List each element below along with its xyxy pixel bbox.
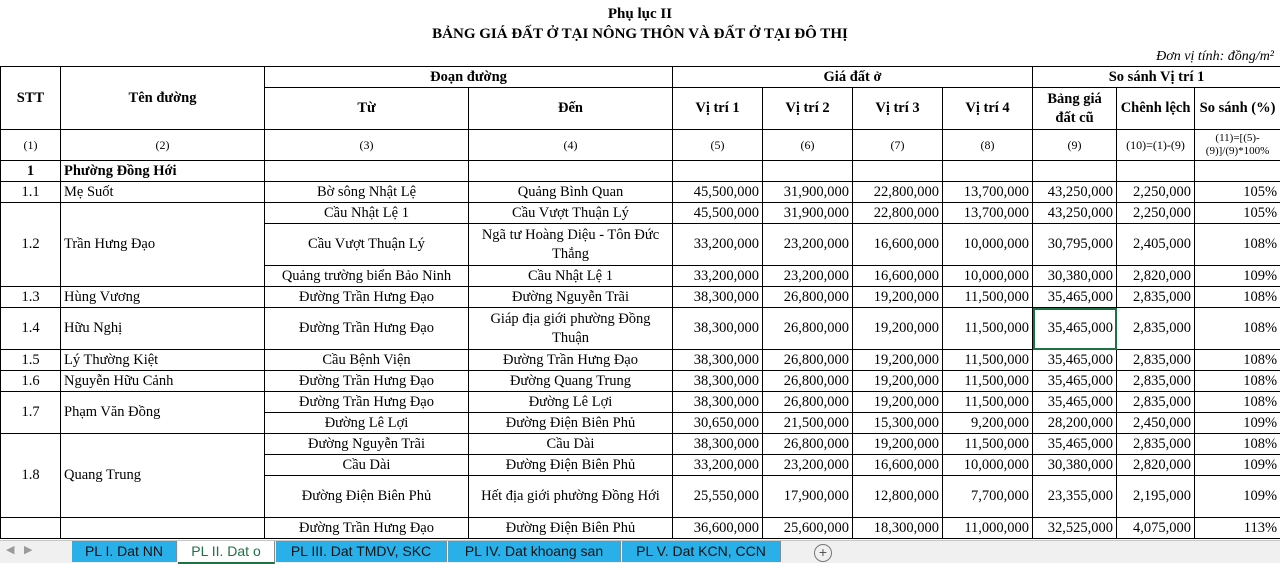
cell-ten[interactable]: Hùng Vương [61, 287, 265, 308]
chevron-left-icon[interactable]: ◀ [6, 543, 14, 556]
cell-cu[interactable]: 30,380,000 [1033, 455, 1117, 476]
section-stt[interactable]: 1 [1, 161, 61, 182]
unit-note: Đơn vị tính: đồng/m² [1156, 49, 1274, 65]
cell-vt4[interactable]: 11,000,000 [943, 518, 1033, 539]
table-row [1, 182, 1280, 203]
cell-den[interactable]: Quảng Bình Quan [469, 182, 673, 203]
cell-den[interactable]: Cầu Nhật Lệ 1 [469, 266, 673, 287]
plus-circle-icon[interactable]: + [814, 544, 832, 562]
cell-vt4[interactable]: 11,500,000 [943, 434, 1033, 455]
cell-vt1[interactable]: 25,550,000 [673, 476, 763, 518]
cell-vt4[interactable]: 11,500,000 [943, 371, 1033, 392]
cell-vt4[interactable]: 13,700,000 [943, 182, 1033, 203]
header-vt4[interactable]: Vị trí 4 [943, 88, 1033, 130]
table-row [1, 434, 1280, 455]
cell-vt4[interactable]: 10,000,000 [943, 224, 1033, 266]
cell-vt3[interactable]: 19,200,000 [853, 434, 943, 455]
header-stt[interactable]: STT [1, 67, 61, 130]
cell-den[interactable]: Cầu Vượt Thuận Lý [469, 203, 673, 224]
cell-cu[interactable]: 35,465,000 [1033, 287, 1117, 308]
cell-tu[interactable]: Đường Điện Biên Phủ [265, 476, 469, 518]
cell-vt2[interactable]: 26,800,000 [763, 371, 853, 392]
cell-stt[interactable]: 1.8 [1, 434, 61, 518]
header-bang-gia-cu[interactable]: Bảng giá đất cũ [1033, 88, 1117, 130]
cell-pct[interactable]: 109% [1195, 476, 1280, 518]
cell-vt4[interactable]: 11,500,000 [943, 308, 1033, 350]
header-gia-dat[interactable]: Giá đất ở [673, 67, 1033, 88]
cell-tu[interactable]: Quảng trường biển Bảo Ninh [265, 266, 469, 287]
cell-pct[interactable]: 109% [1195, 413, 1280, 434]
cell[interactable] [469, 161, 673, 182]
cell-vt2[interactable]: 17,900,000 [763, 476, 853, 518]
cell-vt2[interactable]: 23,200,000 [763, 224, 853, 266]
cell-vt3[interactable]: 19,200,000 [853, 350, 943, 371]
cell-den[interactable]: Cầu Dài [469, 434, 673, 455]
header-row-1 [1, 67, 1280, 88]
cell-ten[interactable] [61, 518, 265, 539]
cell[interactable] [1195, 161, 1280, 182]
cell-cu[interactable]: 30,795,000 [1033, 224, 1117, 266]
colnum[interactable]: (6) [763, 130, 853, 161]
cell-pct[interactable]: 109% [1195, 266, 1280, 287]
table-row [1, 371, 1280, 392]
cell-ten[interactable]: Hữu Nghị [61, 308, 265, 350]
cell-den[interactable]: Đường Điện Biên Phủ [469, 518, 673, 539]
table-row [1, 392, 1280, 413]
header-vt1[interactable]: Vị trí 1 [673, 88, 763, 130]
cell-vt3[interactable]: 19,200,000 [853, 287, 943, 308]
price-table [0, 66, 1280, 539]
cell-cl[interactable]: 4,075,000 [1117, 518, 1195, 539]
header-vt2[interactable]: Vị trí 2 [763, 88, 853, 130]
cell-vt1[interactable]: 38,300,000 [673, 392, 763, 413]
cell-pct[interactable]: 105% [1195, 182, 1280, 203]
cell-ten[interactable]: Lý Thường Kiệt [61, 350, 265, 371]
cell-ten[interactable]: Mẹ Suốt [61, 182, 265, 203]
cell-den[interactable]: Ngã tư Hoàng Diệu - Tôn Đức Thắng [469, 224, 673, 266]
cell-vt1[interactable]: 33,200,000 [673, 224, 763, 266]
cell-pct[interactable]: 105% [1195, 203, 1280, 224]
cell-vt3[interactable]: 15,300,000 [853, 413, 943, 434]
cell-cl[interactable]: 2,835,000 [1117, 434, 1195, 455]
cell-cu[interactable]: 35,465,000 [1033, 350, 1117, 371]
tab-pl-iii[interactable]: PL III. Dat TMDV, SKC [276, 541, 447, 562]
sheet-title: Phụ lục II [0, 6, 1280, 23]
cell-vt1[interactable]: 38,300,000 [673, 371, 763, 392]
cell-cl[interactable]: 2,835,000 [1117, 308, 1195, 350]
cell-ten[interactable]: Phạm Văn Đồng [61, 392, 265, 434]
column-number-row [1, 130, 1280, 161]
cell-vt4[interactable]: 11,500,000 [943, 350, 1033, 371]
cell-tu[interactable]: Đường Lê Lợi [265, 413, 469, 434]
cell-cu[interactable]: 30,380,000 [1033, 266, 1117, 287]
header-vt3[interactable]: Vị trí 3 [853, 88, 943, 130]
sheet-subtitle: BẢNG GIÁ ĐẤT Ở TẠI NÔNG THÔN VÀ ĐẤT Ở TẠI ĐÔ THỊ [0, 26, 1280, 43]
cell-cu[interactable]: 32,525,000 [1033, 518, 1117, 539]
sheet-tab-bar [0, 540, 1280, 563]
cell-vt3[interactable]: 16,600,000 [853, 266, 943, 287]
cell-vt2[interactable]: 26,800,000 [763, 434, 853, 455]
section-row [1, 161, 1280, 182]
tab-pl-iv[interactable]: PL IV. Dat khoang san [448, 541, 621, 562]
cell-cl[interactable]: 2,820,000 [1117, 266, 1195, 287]
cell[interactable] [763, 161, 853, 182]
table-row [1, 308, 1280, 350]
tab-pl-ii[interactable]: PL II. Dat o [178, 541, 275, 564]
cell-vt3[interactable]: 16,600,000 [853, 224, 943, 266]
cell-vt1[interactable]: 30,650,000 [673, 413, 763, 434]
cell[interactable] [943, 161, 1033, 182]
cell-vt1[interactable]: 38,300,000 [673, 434, 763, 455]
cell-vt3[interactable]: 19,200,000 [853, 371, 943, 392]
table-row [1, 350, 1280, 371]
colnum[interactable]: (8) [943, 130, 1033, 161]
cell-vt3[interactable]: 19,200,000 [853, 308, 943, 350]
cell-pct[interactable]: 108% [1195, 434, 1280, 455]
tab-pl-v[interactable]: PL V. Dat KCN, CCN [622, 541, 781, 562]
cell-tu[interactable]: Đường Trần Hưng Đạo [265, 518, 469, 539]
cell-vt4[interactable]: 10,000,000 [943, 266, 1033, 287]
colnum[interactable]: (3) [265, 130, 469, 161]
cell-vt1[interactable]: 33,200,000 [673, 455, 763, 476]
cell-den[interactable]: Đường Lê Lợi [469, 392, 673, 413]
cell-vt4[interactable]: 11,500,000 [943, 392, 1033, 413]
cell-vt2[interactable]: 26,800,000 [763, 287, 853, 308]
cell-pct[interactable]: 108% [1195, 371, 1280, 392]
cell-vt4[interactable]: 7,700,000 [943, 476, 1033, 518]
cell-cu[interactable]: 35,465,000 [1033, 392, 1117, 413]
cell-cu[interactable]: 35,465,000 [1033, 371, 1117, 392]
cell-vt2[interactable]: 23,200,000 [763, 455, 853, 476]
cell-tu[interactable]: Đường Trần Hưng Đạo [265, 371, 469, 392]
cell-tu[interactable]: Cầu Dài [265, 455, 469, 476]
cell-cl[interactable]: 2,835,000 [1117, 392, 1195, 413]
cell-vt3[interactable]: 18,300,000 [853, 518, 943, 539]
cell[interactable] [265, 161, 469, 182]
cell[interactable] [673, 161, 763, 182]
cell-vt2[interactable]: 21,500,000 [763, 413, 853, 434]
colnum[interactable]: (10)=(1)-(9) [1117, 130, 1195, 161]
header-chenh-lech[interactable]: Chênh lệch [1117, 88, 1195, 130]
selected-cell[interactable]: 35,465,000 [1033, 308, 1117, 350]
cell-vt4[interactable]: 13,700,000 [943, 203, 1033, 224]
cell-tu[interactable]: Đường Trần Hưng Đạo [265, 308, 469, 350]
colnum[interactable]: (7) [853, 130, 943, 161]
cell-tu[interactable]: Đường Trần Hưng Đạo [265, 287, 469, 308]
cell-tu[interactable]: Cầu Bệnh Viện [265, 350, 469, 371]
cell-vt1[interactable]: 38,300,000 [673, 350, 763, 371]
cell-ten[interactable]: Nguyễn Hữu Cảnh [61, 371, 265, 392]
cell-den[interactable]: Đường Quang Trung [469, 371, 673, 392]
cell-vt2[interactable]: 23,200,000 [763, 266, 853, 287]
cell-pct[interactable]: 108% [1195, 392, 1280, 413]
colnum[interactable]: (2) [61, 130, 265, 161]
cell-vt1[interactable]: 38,300,000 [673, 308, 763, 350]
colnum[interactable]: (4) [469, 130, 673, 161]
cell-den[interactable]: Đường Điện Biên Phủ [469, 455, 673, 476]
cell-vt1[interactable]: 45,500,000 [673, 182, 763, 203]
cell-stt[interactable]: 1.2 [1, 203, 61, 287]
header-doan-duong[interactable]: Đoạn đường [265, 67, 673, 88]
cell-tu[interactable]: Đường Trần Hưng Đạo [265, 392, 469, 413]
cell-pct[interactable]: 108% [1195, 224, 1280, 266]
cell-pct[interactable]: 108% [1195, 308, 1280, 350]
cell-den[interactable]: Giáp địa giới phường Đồng Thuận [469, 308, 673, 350]
cell-den[interactable]: Đường Trần Hưng Đạo [469, 350, 673, 371]
cell-vt1[interactable]: 33,200,000 [673, 266, 763, 287]
cell-vt3[interactable]: 22,800,000 [853, 182, 943, 203]
colnum[interactable]: (5) [673, 130, 763, 161]
chevron-right-icon[interactable]: ▶ [24, 543, 32, 556]
cell-vt4[interactable]: 9,200,000 [943, 413, 1033, 434]
cell-ten[interactable]: Trần Hưng Đạo [61, 203, 265, 287]
cell-vt3[interactable]: 16,600,000 [853, 455, 943, 476]
cell-vt2[interactable]: 26,800,000 [763, 308, 853, 350]
tab-pl-i[interactable]: PL I. Dat NN [72, 541, 177, 562]
header-tu[interactable]: Từ [265, 88, 469, 130]
cell-cu[interactable]: 28,200,000 [1033, 413, 1117, 434]
cell-cl[interactable]: 2,835,000 [1117, 287, 1195, 308]
cell-cl[interactable]: 2,250,000 [1117, 203, 1195, 224]
cell-tu[interactable]: Bờ sông Nhật Lệ [265, 182, 469, 203]
header-so-sanh-pct[interactable]: So sánh (%) [1195, 88, 1280, 130]
cell-cl[interactable]: 2,195,000 [1117, 476, 1195, 518]
cell-vt2[interactable]: 25,600,000 [763, 518, 853, 539]
cell-vt1[interactable]: 38,300,000 [673, 287, 763, 308]
table-row [1, 518, 1280, 539]
cell-tu[interactable]: Đường Nguyễn Trãi [265, 434, 469, 455]
cell-cu[interactable]: 35,465,000 [1033, 434, 1117, 455]
cell[interactable] [1033, 161, 1117, 182]
cell-stt[interactable]: 1.7 [1, 392, 61, 434]
cell-cu[interactable]: 43,250,000 [1033, 182, 1117, 203]
cell-stt[interactable]: 1.1 [1, 182, 61, 203]
cell-vt4[interactable]: 11,500,000 [943, 287, 1033, 308]
cell-cl[interactable]: 2,405,000 [1117, 224, 1195, 266]
cell-den[interactable]: Hết địa giới phường Đồng Hới [469, 476, 673, 518]
cell[interactable] [1117, 161, 1195, 182]
cell-cu[interactable]: 43,250,000 [1033, 203, 1117, 224]
header-so-sanh[interactable]: So sánh Vị trí 1 [1033, 67, 1280, 88]
cell-cl[interactable]: 2,820,000 [1117, 455, 1195, 476]
cell-vt4[interactable]: 10,000,000 [943, 455, 1033, 476]
cell-vt3[interactable]: 12,800,000 [853, 476, 943, 518]
cell-vt2[interactable]: 31,900,000 [763, 203, 853, 224]
cell-den[interactable]: Đường Nguyễn Trãi [469, 287, 673, 308]
cell-ten[interactable]: Quang Trung [61, 434, 265, 518]
cell-vt3[interactable]: 22,800,000 [853, 203, 943, 224]
header-ten-duong[interactable]: Tên đường [61, 67, 265, 130]
colnum[interactable]: (11)=[(5)-(9)]/(9)*100% [1195, 130, 1280, 161]
cell-stt[interactable]: 1.4 [1, 308, 61, 350]
table-row [1, 203, 1280, 224]
cell-cl[interactable]: 2,835,000 [1117, 371, 1195, 392]
cell-stt[interactable]: 1.3 [1, 287, 61, 308]
cell[interactable] [853, 161, 943, 182]
section-name[interactable]: Phường Đồng Hới [61, 161, 265, 182]
cell-pct[interactable]: 108% [1195, 350, 1280, 371]
cell-vt2[interactable]: 26,800,000 [763, 350, 853, 371]
cell-cl[interactable]: 2,450,000 [1117, 413, 1195, 434]
cell-vt2[interactable]: 31,900,000 [763, 182, 853, 203]
cell-stt[interactable] [1, 518, 61, 539]
cell-tu[interactable]: Cầu Nhật Lệ 1 [265, 203, 469, 224]
cell-vt1[interactable]: 36,600,000 [673, 518, 763, 539]
table-row [1, 287, 1280, 308]
cell-cl[interactable]: 2,250,000 [1117, 182, 1195, 203]
cell-pct[interactable]: 108% [1195, 287, 1280, 308]
cell-stt[interactable]: 1.5 [1, 350, 61, 371]
cell-pct[interactable]: 109% [1195, 455, 1280, 476]
cell-vt2[interactable]: 26,800,000 [763, 392, 853, 413]
cell-vt1[interactable]: 45,500,000 [673, 203, 763, 224]
cell-tu[interactable]: Cầu Vượt Thuận Lý [265, 224, 469, 266]
cell-cu[interactable]: 23,355,000 [1033, 476, 1117, 518]
cell-stt[interactable]: 1.6 [1, 371, 61, 392]
cell-vt3[interactable]: 19,200,000 [853, 392, 943, 413]
colnum[interactable]: (1) [1, 130, 61, 161]
header-den[interactable]: Đến [469, 88, 673, 130]
cell-cl[interactable]: 2,835,000 [1117, 350, 1195, 371]
colnum[interactable]: (9) [1033, 130, 1117, 161]
cell-den[interactable]: Đường Điện Biên Phủ [469, 413, 673, 434]
cell-pct[interactable]: 113% [1195, 518, 1280, 539]
